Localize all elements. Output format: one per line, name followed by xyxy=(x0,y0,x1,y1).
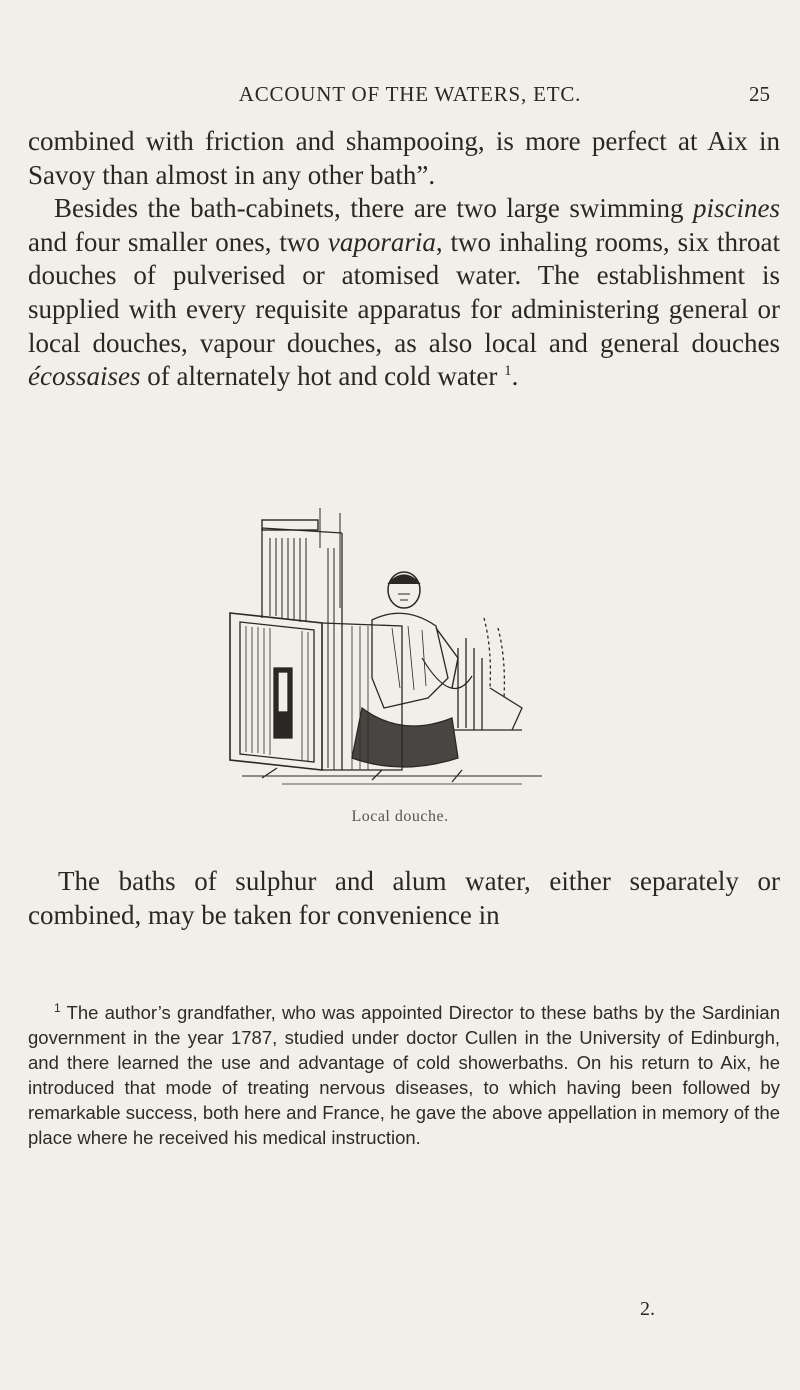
footnote xyxy=(28,1000,780,1150)
text-a: Besides the bath-cabinets, there are two large swimming xyxy=(54,193,693,224)
signature-mark: 2. xyxy=(640,1298,655,1320)
paragraph-2: The baths of sulphur and alum water, either separately or combined, may be taken for convenience in xyxy=(28,866,780,930)
local-douche-illustration xyxy=(222,508,552,793)
page-number: 25 xyxy=(749,82,770,106)
footnote-ref: 1 xyxy=(504,363,512,380)
continuation-text: combined with friction and shampooing, is more perfect at Aix in Savoy than almost in any other bath”. xyxy=(28,126,780,190)
text-b: and four smaller ones, two xyxy=(28,226,328,257)
italic-vaporaria: vaporaria xyxy=(327,226,436,257)
paragraph-1 xyxy=(28,125,780,394)
text-e: . xyxy=(511,361,519,392)
figure-caption: Local douche. xyxy=(351,808,449,825)
italic-ecossaises: écossaises xyxy=(28,361,141,392)
text-c: , two inhaling rooms, six throat douches of pulverised or atomised water. The establishment is supplied with every requisite apparatus for administering general or local douches, vapour douches, as also local and general douches xyxy=(28,226,780,358)
page-header xyxy=(20,82,800,112)
italic-piscines: piscines xyxy=(693,193,780,224)
text-d: of alternately hot and cold water xyxy=(140,361,505,392)
footnote-marker: 1 xyxy=(54,1000,61,1015)
footnote-text: The author’s grandfather, who was appointed Director to these baths by the Sardinian government in the year 1787, studied under doctor Cullen in the University of Edinburgh, and there learned the use and advantage of cold showerbaths. On his return to Aix, he introduced that mode of treating nervous diseases, to which having been followed by remarkable success, both here and France, he gave the above appellation in memory of the place where he received his medical instruction. xyxy=(28,1002,780,1148)
bath-facilities-paragraph xyxy=(28,192,780,394)
running-head: ACCOUNT OF THE WATERS, ETC. xyxy=(238,82,582,106)
